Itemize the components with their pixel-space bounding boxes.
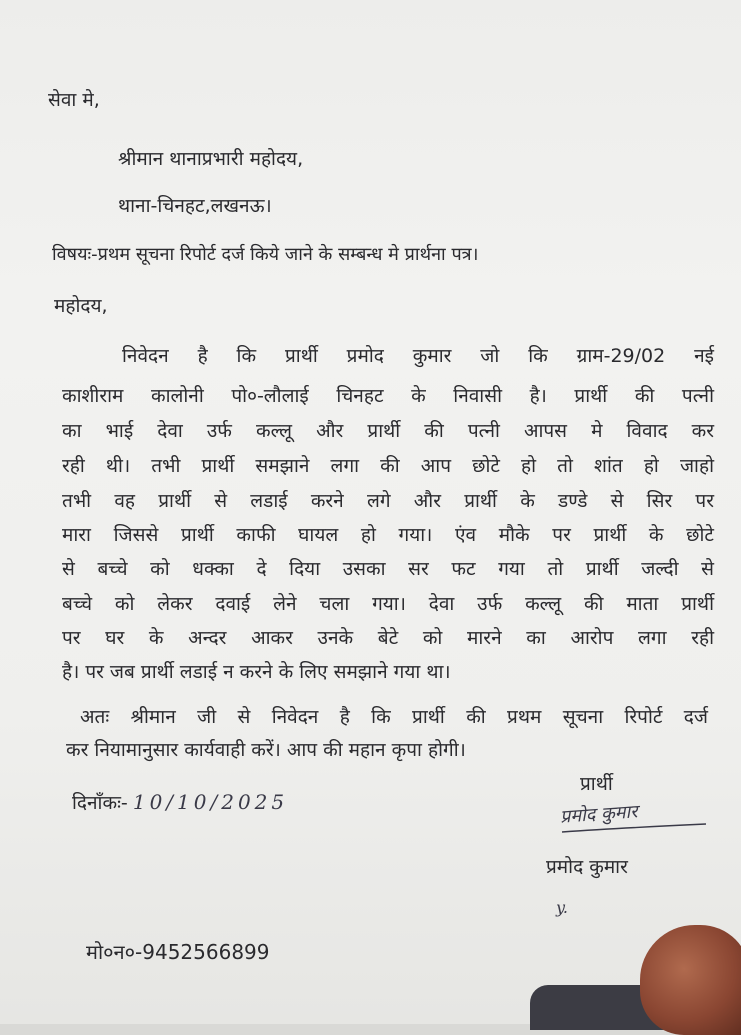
- salutation-to: सेवा मे,: [48, 89, 100, 111]
- signature: [560, 800, 710, 840]
- signature-text: प्रमोद कुमार: [559, 801, 639, 828]
- mobile-number: मो०न०-9452566899: [86, 940, 270, 964]
- request-line: अतः श्रीमान जी से निवेदन है कि प्रार्थी की प्रथम सूचना रिपोर्ट दर्ज: [80, 706, 708, 728]
- body-line: है। पर जब प्रार्थी लडाई न करने के लिए समझाने गया था।: [62, 661, 451, 683]
- body-line: रही थी। तभी प्रार्थी समझाने लगा की आप छोटे हो तो शांत हो जाहो: [62, 455, 714, 477]
- body-line: काशीराम कालोनी पो०-लौलाई चिनहट के निवासी है। प्रार्थी की पत्नी: [62, 385, 714, 407]
- thumb-photo-edge: [640, 925, 741, 1035]
- subject-line: विषयः-प्रथम सूचना रिपोर्ट दर्ज किये जाने के सम्बन्ध मे प्रार्थना पत्र।: [52, 244, 479, 265]
- body-line: मारा जिससे प्रार्थी काफी घायल हो गया। एंव मौके पर प्रार्थी के छोटे: [62, 524, 714, 546]
- date-block: [72, 790, 288, 815]
- signature-underline: [560, 800, 710, 840]
- body-line: का भाई देवा उर्फ कल्लू और प्रार्थी की पत्नी आपस मे विवाद कर: [62, 420, 714, 442]
- recipient-line-1: श्रीमान थानाप्रभारी महोदय,: [118, 148, 304, 170]
- signer-name: प्रमोद कुमार: [546, 856, 628, 878]
- applicant-label: प्रार्थी: [580, 773, 613, 795]
- recipient-line-2: थाना-चिनहट,लखनऊ।: [118, 195, 272, 217]
- body-line: पर घर के अन्दर आकर उनके बेटे को मारने का आरोप लगा रही: [62, 627, 714, 649]
- greeting: महोदय,: [54, 295, 108, 317]
- date-label: दिनाँकः-: [72, 792, 128, 814]
- initial-mark: y.: [556, 898, 568, 917]
- date-value: 10/10/2025: [132, 790, 289, 814]
- request-line: कर नियामानुसार कार्यवाही करें। आप की महान कृपा होगी।: [66, 739, 466, 761]
- body-line: तभी वह प्रार्थी से लडाई करने लगे और प्रार्थी के डण्डे से सिर पर: [62, 490, 714, 512]
- body-line: बच्चे को लेकर दवाई लेने चला गया। देवा उर्फ कल्लू की माता प्रार्थी: [62, 593, 714, 615]
- body-line: से बच्चे को धक्का दे दिया उसका सर फट गया तो प्रार्थी जल्दी से: [62, 558, 714, 580]
- body-line: निवेदन है कि प्रार्थी प्रमोद कुमार जो कि ग्राम-29/02 नई: [122, 345, 714, 367]
